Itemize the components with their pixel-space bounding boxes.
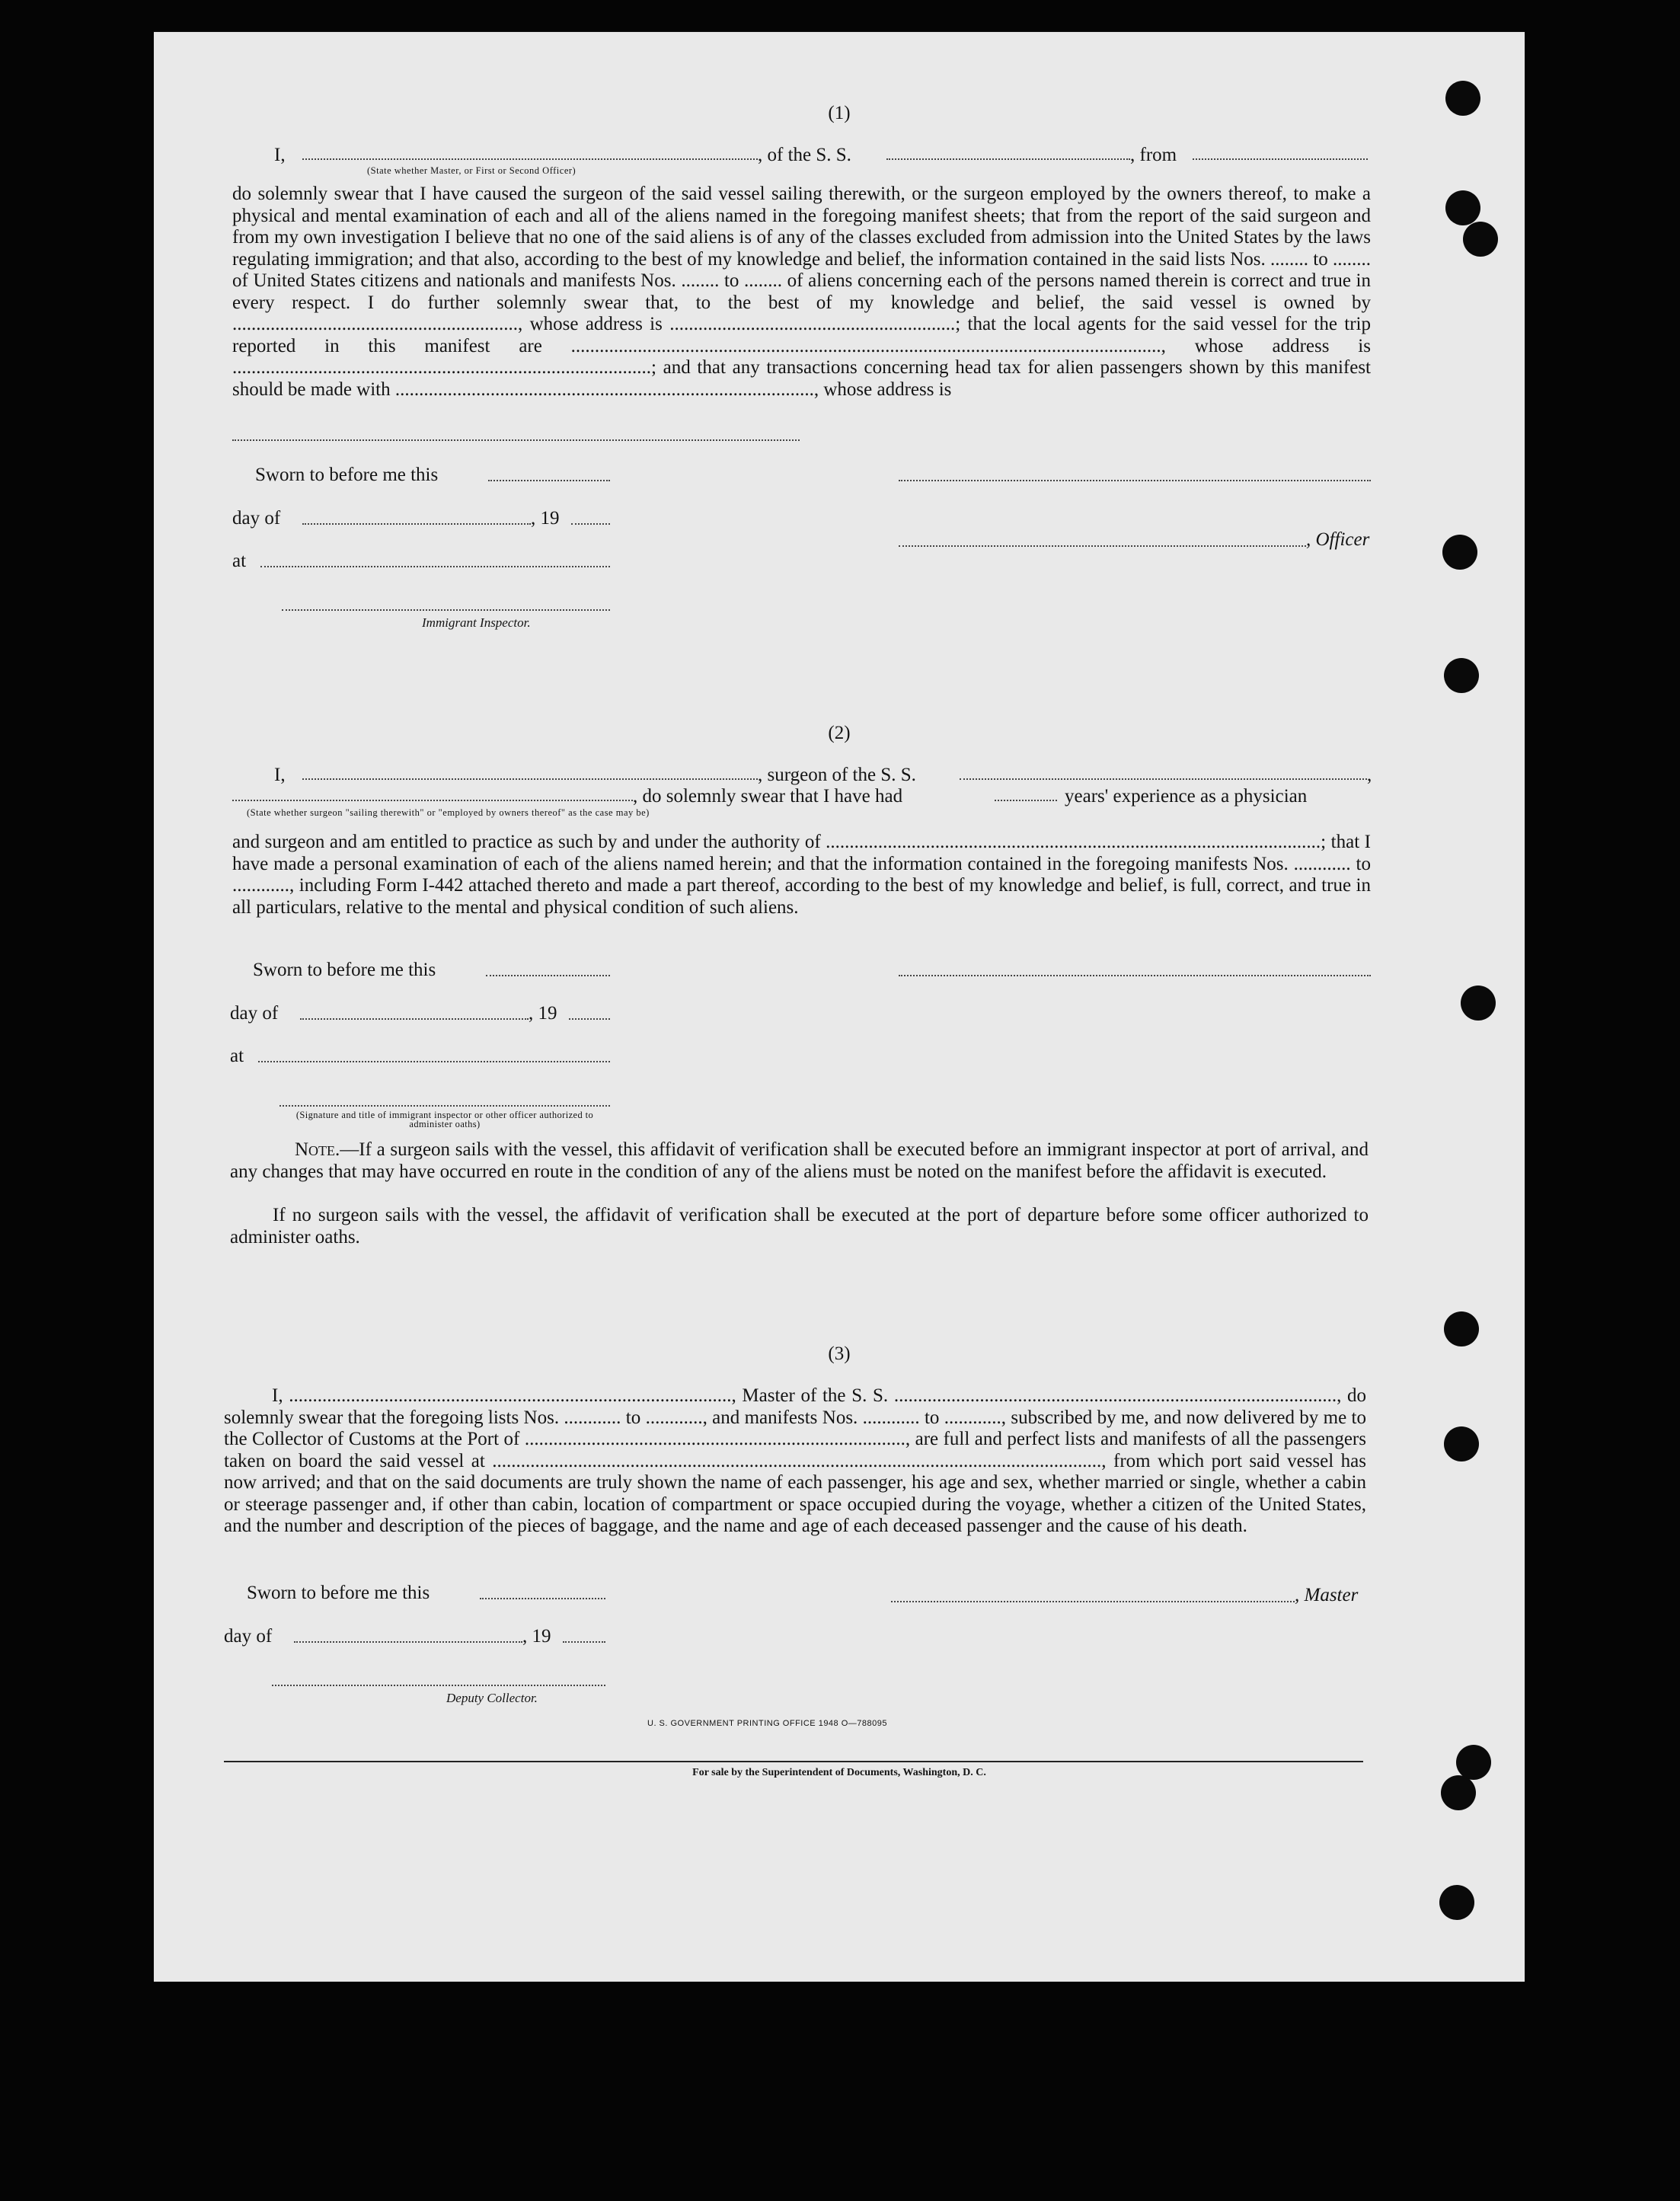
s1-paragraph: do solemnly swear that I have caused the surgeon of the said vessel sailing therewith, or the surgeon employed by the owners thereof, to make a physical and mental examination of each and all of the aliens named in the foregoing manifest sheets; that from the report of the said surgeon and from my own investigation I believe that no one of the said aliens is of any of the classes excluded from admission into the United States by the laws regulating immigration; and that also, according to the best of my knowledge and belief, the information contained in the said lists Nos. ........ to ........ of United States citizens and nationals and manifests Nos. ........ to ........ of aliens concerning each of the persons named therein is correct and true in every respect. I do further solemnly swear that, to the best of my knowledge and belief, the said vessel is owned by ............................................................, whose address is ............................................................; that the local agents for the said vessel for the trip reported in this manifest are ............................................................................................................................, whose address is ........................................................................................; and that any transactions concerning head tax for alien passengers shown by this manifest should be made with ........................................................................................, whose address is: [232, 184, 1371, 400]
footer-rule: [224, 1761, 1363, 1762]
s3-day-of-field[interactable]: [294, 1641, 522, 1643]
s2-line1-surgeon: , surgeon of the S. S.: [758, 765, 916, 785]
s2-sworn-label: Sworn to before me this: [253, 960, 436, 980]
vessel-name-field[interactable]: [886, 158, 1130, 160]
punch-hole-mark: [1456, 1745, 1491, 1780]
s3-nineteen: , 19: [522, 1626, 551, 1647]
s1-at-label: at: [232, 551, 247, 571]
s2-signature-note: (Signature and title of immigrant inspector or other officer authorized to administer oaths): [295, 1110, 594, 1129]
s1-inspector-signature-field[interactable]: [282, 609, 610, 611]
s2-line2-swear: , do solemnly swear that I have had: [633, 786, 903, 807]
s2-at-label: at: [230, 1046, 244, 1066]
s1-inspector-label: Immigrant Inspector.: [422, 615, 531, 630]
punch-hole-mark: [1444, 1426, 1479, 1461]
s3-sworn-date-field[interactable]: [480, 1598, 605, 1599]
punch-hole-mark: [1444, 658, 1479, 693]
s2-officer-signature-field[interactable]: [279, 1105, 610, 1107]
s2-nineteen: , 19: [529, 1003, 557, 1024]
s1-day-of-label: day of: [232, 508, 281, 529]
s2-surgeon-note: (State whether surgeon "sailing therewith" or "employed by owners thereof" as the case may be): [247, 807, 650, 818]
punch-hole-mark: [1463, 222, 1498, 257]
s2-note-text: —If a surgeon sails with the vessel, this affidavit of verification shall be executed before an immigrant inspector at port of arrival, and any changes that may have occurred en route in the condition of any of the aliens must be noted on the manifest before the affidavit is executed.: [230, 1139, 1369, 1182]
punch-hole-mark: [1461, 985, 1496, 1021]
s1-nineteen: , 19: [531, 508, 560, 529]
master-name-field[interactable]: [302, 158, 758, 160]
s1-at-field[interactable]: [260, 566, 610, 567]
section-3-heading: (3): [828, 1343, 851, 1364]
s2-surgeon-type-field[interactable]: [232, 800, 633, 801]
s2-paragraph: and surgeon and am entitled to practice as such by and under the authority of ........................................................................................................; that I have made a personal examination of each of the aliens named herein; and that the information contained in the foregoing manifests Nos. ............ to ............, including Form I-442 attached thereto and made a part thereof, according to the best of my knowledge and belief, is full, correct, and true in all particulars, relative to the mental and physical condition of such aliens.: [232, 832, 1371, 918]
s2-note-text-2: If no surgeon sails with the vessel, the affidavit of verification shall be executed at the port of departure before some officer authorized to administer oaths.: [230, 1205, 1369, 1247]
s2-line2-years: years' experience as a physician: [1065, 786, 1308, 807]
s2-day-of-label: day of: [230, 1003, 279, 1024]
section-1-heading: (1): [828, 103, 851, 123]
punch-hole-mark: [1445, 190, 1480, 225]
s1-line1-of: , of the S. S.: [758, 145, 851, 165]
punch-hole-mark: [1441, 1775, 1476, 1810]
s3-day-of-label: day of: [224, 1626, 273, 1647]
punch-hole-mark: [1439, 1885, 1474, 1920]
s2-at-field[interactable]: [258, 1061, 610, 1062]
s3-sworn-label: Sworn to before me this: [247, 1583, 430, 1603]
punch-hole-mark: [1442, 535, 1477, 570]
s3-collector-label: Deputy Collector.: [446, 1691, 538, 1705]
s1-sworn-label: Sworn to before me this: [255, 465, 439, 485]
s3-year-field[interactable]: [563, 1641, 605, 1643]
s3-master-signature-field[interactable]: [891, 1601, 1295, 1602]
from-port-field[interactable]: [1193, 158, 1368, 160]
sale-notice: For sale by the Superintendent of Documents, Washington, D. C.: [692, 1767, 986, 1778]
s1-year-field[interactable]: [571, 523, 610, 525]
surgeon-name-field[interactable]: [302, 778, 758, 780]
form-page: (1) I, , of the S. S. , from (State whether Master, or First or Second Officer) do solemnly swear that I have caused the surgeon of the said vessel sailing therewith, or the surgeon employed by the owners thereof, to make a physical and mental examination of each and all of the aliens named in the foregoing manifest sheets; that from the report of the said surgeon and from my own investigation I believe that no one of the said aliens is of any of the classes excluded from admission into the United States by the laws regulating immigration; and that also, according to the best of my knowledge and belief, the information contained in the said lists Nos. ........ to ........ of United States citizens and nationals and manifests Nos. ........ to ........ of aliens concerning each of the persons named therein is correct and true in every respect. I do further solemnly swear that, to the best of my knowledge and belief, the said vessel is owned by ............................................................, whose address is ............................................................; that the local agents for the said vessel for the trip reported in this manifest are ............................................................................................................................, whose address is ........................................................................................; and that any transactions concerning head tax for alien passengers shown by this manifest should be made with ........................................................................................, whose address is Sworn to before me this day of , 19 , Officer at Immigrant Inspector. (2) I, , surgeon of the S. S. , , do solemnly swear that I have had years' experience as a physician (State whether surgeon "sailing therewith" or "employed by owners thereof" as the case may be) and surgeon and am entitled to practice as such by and under the authority of ........................................................................................................; that I have made a personal examination of each of the aliens named herein; and that the information contained in the foregoing manifests Nos. ............ to ............, including Form I-442 attached thereto and made a part thereof, according to the best of my knowledge and belief, is full, correct, and true in all particulars, relative to the mental and physical condition of such aliens. Sworn to before me this day of , 19 at (Signature and title of immigrant inspector or other officer authorized to administer oaths) Note.—If a surgeon sails with the vessel, this affidavit of verification shall be executed before an immigrant inspector at port of arrival, and any changes that may have occurred en route in the condition of any of the aliens must be noted on the manifest before the affidavit is executed. If no surgeon sails with the vessel, the affidavit of verification shall be executed at the port of departure before some officer authorized to administer oaths. (3) I, ............................................................................................., Master of the S. S. ............................................................................................., do solemnly swear that the foregoing lists Nos. ............ to ............, and manifests Nos. ............ to ............, subscribed by me, and now delivered by me to the Collector of Customs at the Port of ................................................................................, are full and perfect lists and manifests of all the passengers taken on board the said vessel at ................................................................................................................................, from which port said vessel has now arrived; and that on the said documents are truly shown the name of each passenger, his age and sex, whether married or single, whether a cabin or steerage passenger and, if other than cabin, location of compartment or space occupied during the voyage, whether a citizen of the United States, and the number and description of the pieces of baggage, and the name and age of each deceased passenger and the cause of his death. Sworn to before me this , Master day of , 19 Deputy Collector. U. S. GOVERNMENT PRINTING OFFICE 1948 O—788095 For sale by the Superintendent of Documents, Washington, D. C.: [154, 32, 1525, 1982]
section-2-heading: (2): [828, 723, 851, 743]
s1-line1-i: I,: [274, 145, 286, 165]
s1-officer-note: (State whether Master, or First or Second Officer): [367, 165, 577, 176]
s1-day-of-field[interactable]: [302, 523, 531, 525]
s1-signature-field[interactable]: [899, 480, 1371, 481]
s1-sworn-date-field[interactable]: [488, 480, 610, 481]
s1-address-continuation-field[interactable]: [232, 439, 800, 441]
s2-line1-i: I,: [274, 765, 286, 785]
s2-day-of-field[interactable]: [300, 1018, 529, 1020]
s2-sworn-date-field[interactable]: [486, 975, 610, 976]
s2-year-field[interactable]: [569, 1018, 610, 1020]
s2-signature-field[interactable]: [899, 975, 1371, 976]
s2-years-field[interactable]: [995, 800, 1057, 801]
s2-note: [230, 1139, 1369, 1183]
s2-note-label: Note.: [295, 1139, 340, 1160]
s1-officer-field[interactable]: [899, 545, 1306, 547]
punch-hole-mark: [1445, 81, 1480, 116]
s3-master-label: , Master: [1295, 1585, 1359, 1605]
s2-vessel-field[interactable]: [960, 778, 1367, 780]
s3-collector-signature-field[interactable]: [272, 1685, 605, 1686]
s1-line1-from: , from: [1130, 145, 1177, 165]
printing-office-imprint: U. S. GOVERNMENT PRINTING OFFICE 1948 O—788095: [647, 1719, 887, 1728]
s1-officer-label: , Officer: [1306, 529, 1370, 550]
punch-hole-mark: [1444, 1311, 1479, 1346]
s3-paragraph: I, ............................................................................................., Master of the S. S. ............................................................................................., do solemnly swear that the foregoing lists Nos. ............ to ............, and manifests Nos. ............ to ............, subscribed by me, and now delivered by me to the Collector of Customs at the Port of ................................................................................, are full and perfect lists and manifests of all the passengers taken on board the said vessel at ................................................................................................................................, from which port said vessel has now arrived; and that on the said documents are truly shown the name of each passenger, his age and sex, whether married or single, whether a cabin or steerage passenger and, if other than cabin, location of compartment or space occupied during the voyage, whether a citizen of the United States, and the number and description of the pieces of baggage, and the name and age of each deceased passenger and the cause of his death.: [224, 1385, 1366, 1536]
